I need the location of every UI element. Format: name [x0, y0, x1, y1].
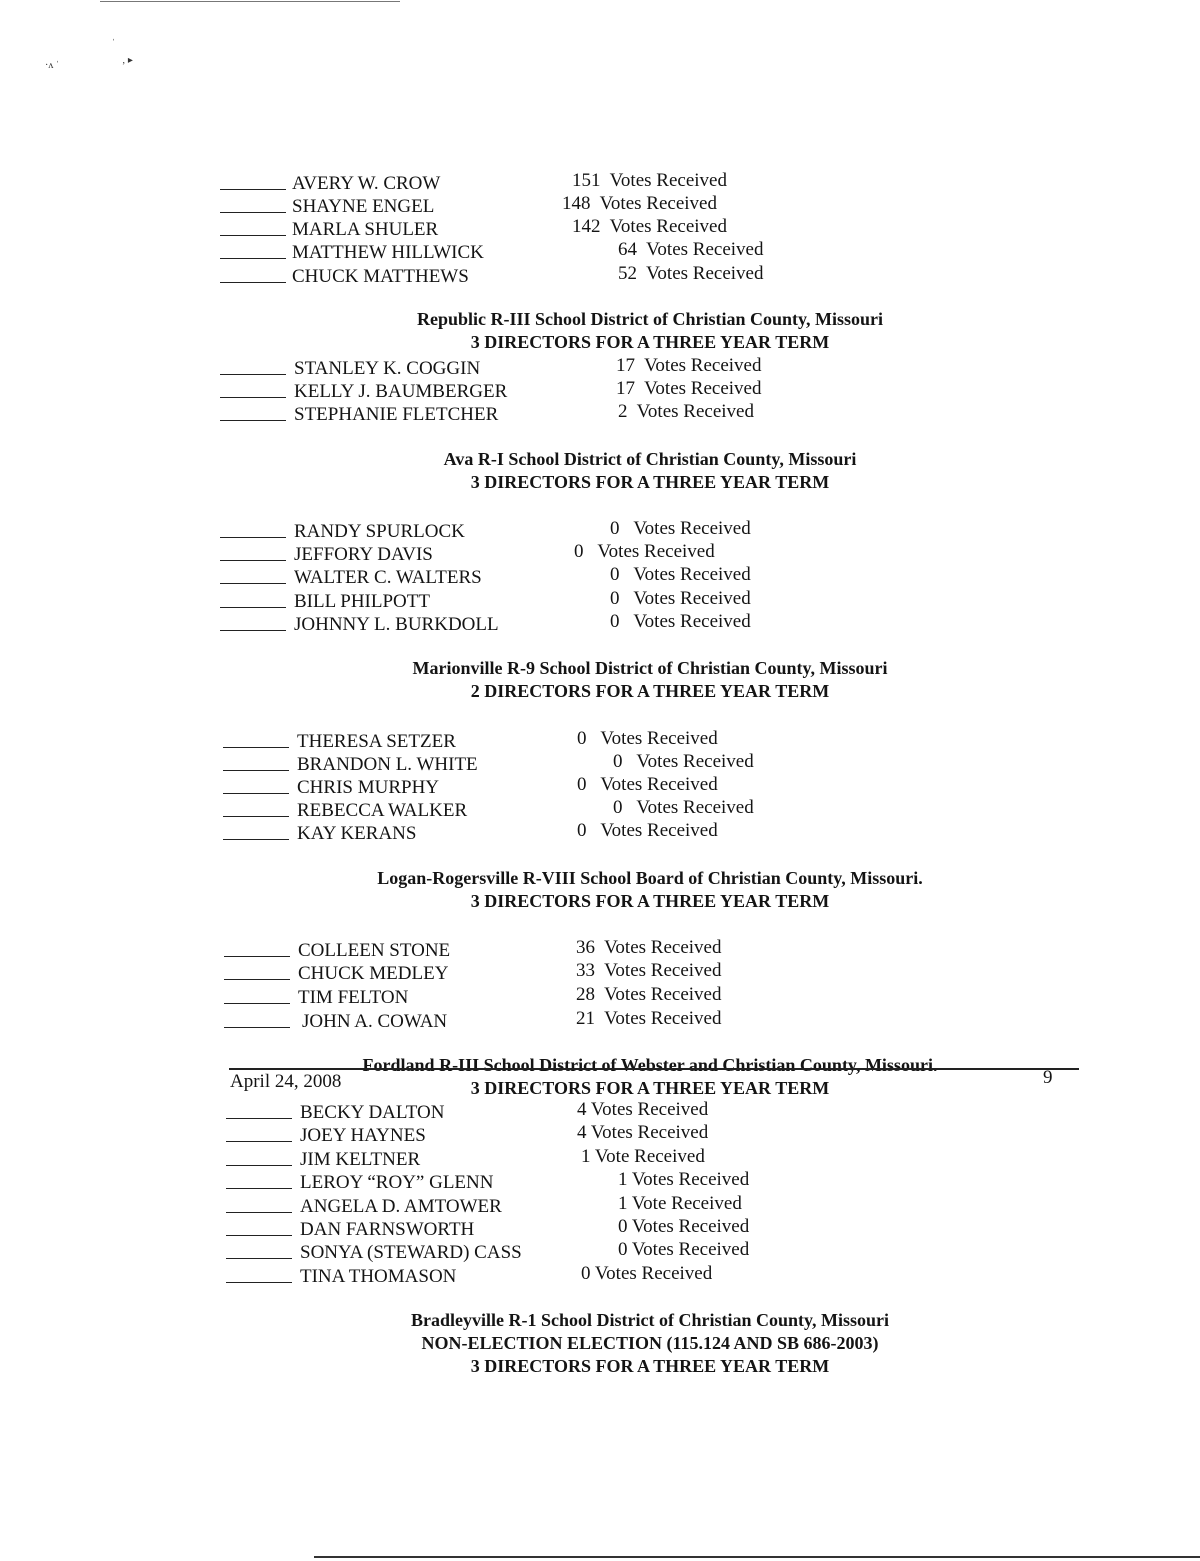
candidate-row: [220, 193, 840, 216]
signature-blank: [220, 374, 286, 375]
votes-received: 36 Votes Received: [576, 937, 722, 958]
signature-blank: [226, 1282, 292, 1283]
signature-blank: [220, 537, 286, 538]
election-subheading: 3 DIRECTORS FOR A THREE YEAR TERM: [470, 891, 830, 911]
signature-blank: [220, 282, 286, 283]
candidate-name: RANDY SPURLOCK: [294, 521, 465, 542]
signature-blank: [220, 258, 286, 259]
candidate-name: BILL PHILPOTT: [294, 591, 430, 612]
candidate-name: SHAYNE ENGEL: [292, 196, 435, 217]
candidate-row: [220, 401, 840, 424]
signature-blank: [226, 1258, 292, 1259]
candidate-name: AVERY W. CROW: [292, 173, 441, 194]
bottom-edge-rule: [314, 1556, 1200, 1558]
candidate-row: [226, 1263, 846, 1286]
signature-blank: [226, 1141, 292, 1142]
candidate-name: JOHN A. COWAN: [302, 1011, 448, 1032]
signature-blank: [220, 420, 286, 421]
signature-blank: [223, 747, 289, 748]
signature-blank: [226, 1235, 292, 1236]
candidate-row: [220, 611, 840, 634]
candidate-name: WALTER C. WALTERS: [294, 567, 482, 588]
candidate-name: CHUCK MEDLEY: [298, 963, 449, 984]
candidate-name: MARLA SHULER: [292, 219, 439, 240]
district-heading: Ava R-I School District of Christian County, Missouri: [443, 449, 857, 469]
signature-blank: [224, 1003, 290, 1004]
scan-artifact-line: [100, 1, 400, 2]
votes-received: 0 Votes Received: [577, 728, 718, 749]
signature-blank: [220, 583, 286, 584]
votes-received: 0 Votes Received: [618, 1239, 750, 1260]
candidate-row: [223, 774, 843, 797]
votes-received: 0 Votes Received: [610, 518, 751, 539]
candidate-name: ANGELA D. AMTOWER: [300, 1196, 502, 1217]
scan-speck: ‚ ▸: [122, 55, 133, 66]
candidate-row: [226, 1146, 846, 1169]
candidate-name: JOEY HAYNES: [300, 1125, 426, 1146]
signature-blank: [224, 1027, 290, 1028]
candidate-name: LEROY “ROY” GLENN: [300, 1172, 494, 1193]
votes-received: 142 Votes Received: [572, 216, 727, 237]
district-heading: Logan-Rogersville R-VIII School Board of Christian County, Missouri.: [377, 868, 923, 888]
candidate-row: [220, 216, 840, 239]
votes-received: 148 Votes Received: [562, 193, 717, 214]
election-subheading: 3 DIRECTORS FOR A THREE YEAR TERM: [470, 1078, 830, 1098]
signature-blank: [223, 793, 289, 794]
candidate-row: [226, 1216, 846, 1239]
signature-blank: [226, 1118, 292, 1119]
candidate-name: COLLEEN STONE: [298, 940, 451, 961]
candidate-row: [224, 984, 844, 1007]
candidate-row: [220, 588, 840, 611]
scan-speck: ·ʌ ˈ: [45, 60, 60, 71]
candidate-name: MATTHEW HILLWICK: [292, 242, 484, 263]
votes-received: 2 Votes Received: [618, 401, 754, 422]
candidate-name: BRANDON L. WHITE: [297, 754, 478, 775]
votes-received: 4 Votes Received: [577, 1099, 709, 1120]
votes-received: 0 Votes Received: [618, 1216, 750, 1237]
candidate-name: DAN FARNSWORTH: [300, 1219, 475, 1240]
signature-blank: [220, 397, 286, 398]
candidate-name: JIM KELTNER: [300, 1149, 421, 1170]
votes-received: 4 Votes Received: [577, 1122, 709, 1143]
candidate-row: [220, 564, 840, 587]
candidate-name: JEFFORY DAVIS: [294, 544, 433, 565]
election-subheading: 3 DIRECTORS FOR A THREE YEAR TERM: [470, 1356, 830, 1376]
signature-blank: [226, 1212, 292, 1213]
votes-received: 1 Vote Received: [618, 1193, 742, 1214]
candidate-name: BECKY DALTON: [300, 1102, 445, 1123]
candidate-name: CHRIS MURPHY: [297, 777, 440, 798]
candidate-row: [223, 820, 843, 843]
candidate-row: [223, 797, 843, 820]
votes-received: 0 Votes Received: [574, 541, 715, 562]
votes-received: 0 Votes Received: [613, 797, 754, 818]
votes-received: 52 Votes Received: [618, 263, 764, 284]
votes-received: 17 Votes Received: [616, 355, 762, 376]
votes-received: 1 Votes Received: [618, 1169, 750, 1190]
votes-received: 0 Votes Received: [610, 564, 751, 585]
votes-received: 17 Votes Received: [616, 378, 762, 399]
election-subheading: 3 DIRECTORS FOR A THREE YEAR TERM: [470, 332, 830, 352]
candidate-name: JOHNNY L. BURKDOLL: [294, 614, 499, 635]
candidate-row: [220, 170, 840, 193]
candidate-name: TINA THOMASON: [300, 1266, 457, 1287]
page-number: 9: [1043, 1067, 1053, 1088]
votes-received: 1 Vote Received: [581, 1146, 705, 1167]
election-subheading: 2 DIRECTORS FOR A THREE YEAR TERM: [470, 681, 830, 701]
candidate-row: [220, 355, 840, 378]
candidate-name: STANLEY K. COGGIN: [294, 358, 481, 379]
footer-rule: [229, 1068, 1079, 1070]
candidate-row: [226, 1122, 846, 1145]
votes-received: 33 Votes Received: [576, 960, 722, 981]
votes-received: 0 Votes Received: [610, 611, 751, 632]
signature-blank: [226, 1165, 292, 1166]
signature-blank: [224, 956, 290, 957]
election-subheading: NON-ELECTION ELECTION (115.124 AND SB 686-2003): [421, 1333, 879, 1353]
scan-speck: ˈ: [112, 38, 116, 49]
votes-received: 0 Votes Received: [581, 1263, 713, 1284]
votes-received: 28 Votes Received: [576, 984, 722, 1005]
footer-date: April 24, 2008: [230, 1071, 342, 1092]
candidate-row: [220, 378, 840, 401]
candidate-name: CHUCK MATTHEWS: [292, 266, 469, 287]
votes-received: 21 Votes Received: [576, 1008, 722, 1029]
candidate-row: [224, 960, 844, 983]
votes-received: 0 Votes Received: [577, 820, 718, 841]
signature-blank: [224, 979, 290, 980]
district-heading: Bradleyville R-1 School District of Christian County, Missouri: [411, 1310, 889, 1330]
votes-received: 0 Votes Received: [613, 751, 754, 772]
signature-blank: [220, 235, 286, 236]
signature-blank: [223, 839, 289, 840]
signature-blank: [220, 607, 286, 608]
candidate-row: [226, 1239, 846, 1262]
candidate-name: SONYA (STEWARD) CASS: [300, 1242, 522, 1263]
candidate-row: [223, 751, 843, 774]
election-subheading: 3 DIRECTORS FOR A THREE YEAR TERM: [470, 472, 830, 492]
candidate-name: THERESA SETZER: [297, 731, 456, 752]
candidate-name: REBECCA WALKER: [297, 800, 468, 821]
candidate-row: [224, 1008, 844, 1031]
candidate-row: [220, 518, 840, 541]
signature-blank: [220, 560, 286, 561]
votes-received: 0 Votes Received: [610, 588, 751, 609]
signature-blank: [226, 1188, 292, 1189]
candidate-name: STEPHANIE FLETCHER: [294, 404, 499, 425]
candidate-row: [220, 239, 840, 262]
candidate-row: [223, 728, 843, 751]
signature-blank: [220, 630, 286, 631]
district-heading: Republic R-III School District of Christian County, Missouri: [416, 309, 884, 329]
signature-blank: [220, 189, 286, 190]
candidate-row: [226, 1193, 846, 1216]
candidate-row: [220, 541, 840, 564]
votes-received: 64 Votes Received: [618, 239, 764, 260]
candidate-name: TIM FELTON: [298, 987, 409, 1008]
district-heading: Marionville R-9 School District of Christian County, Missouri: [412, 658, 888, 678]
votes-received: 151 Votes Received: [572, 170, 727, 191]
candidate-row: [226, 1169, 846, 1192]
candidate-row: [224, 937, 844, 960]
candidate-name: KELLY J. BAUMBERGER: [294, 381, 508, 402]
signature-blank: [220, 212, 286, 213]
signature-blank: [223, 816, 289, 817]
district-heading: Fordland R-III School District of Webster and Christian County, Missouri.: [362, 1055, 938, 1075]
candidate-row: [220, 263, 840, 286]
signature-blank: [223, 770, 289, 771]
candidate-name: KAY KERANS: [297, 823, 417, 844]
candidate-row: [226, 1099, 846, 1122]
votes-received: 0 Votes Received: [577, 774, 718, 795]
